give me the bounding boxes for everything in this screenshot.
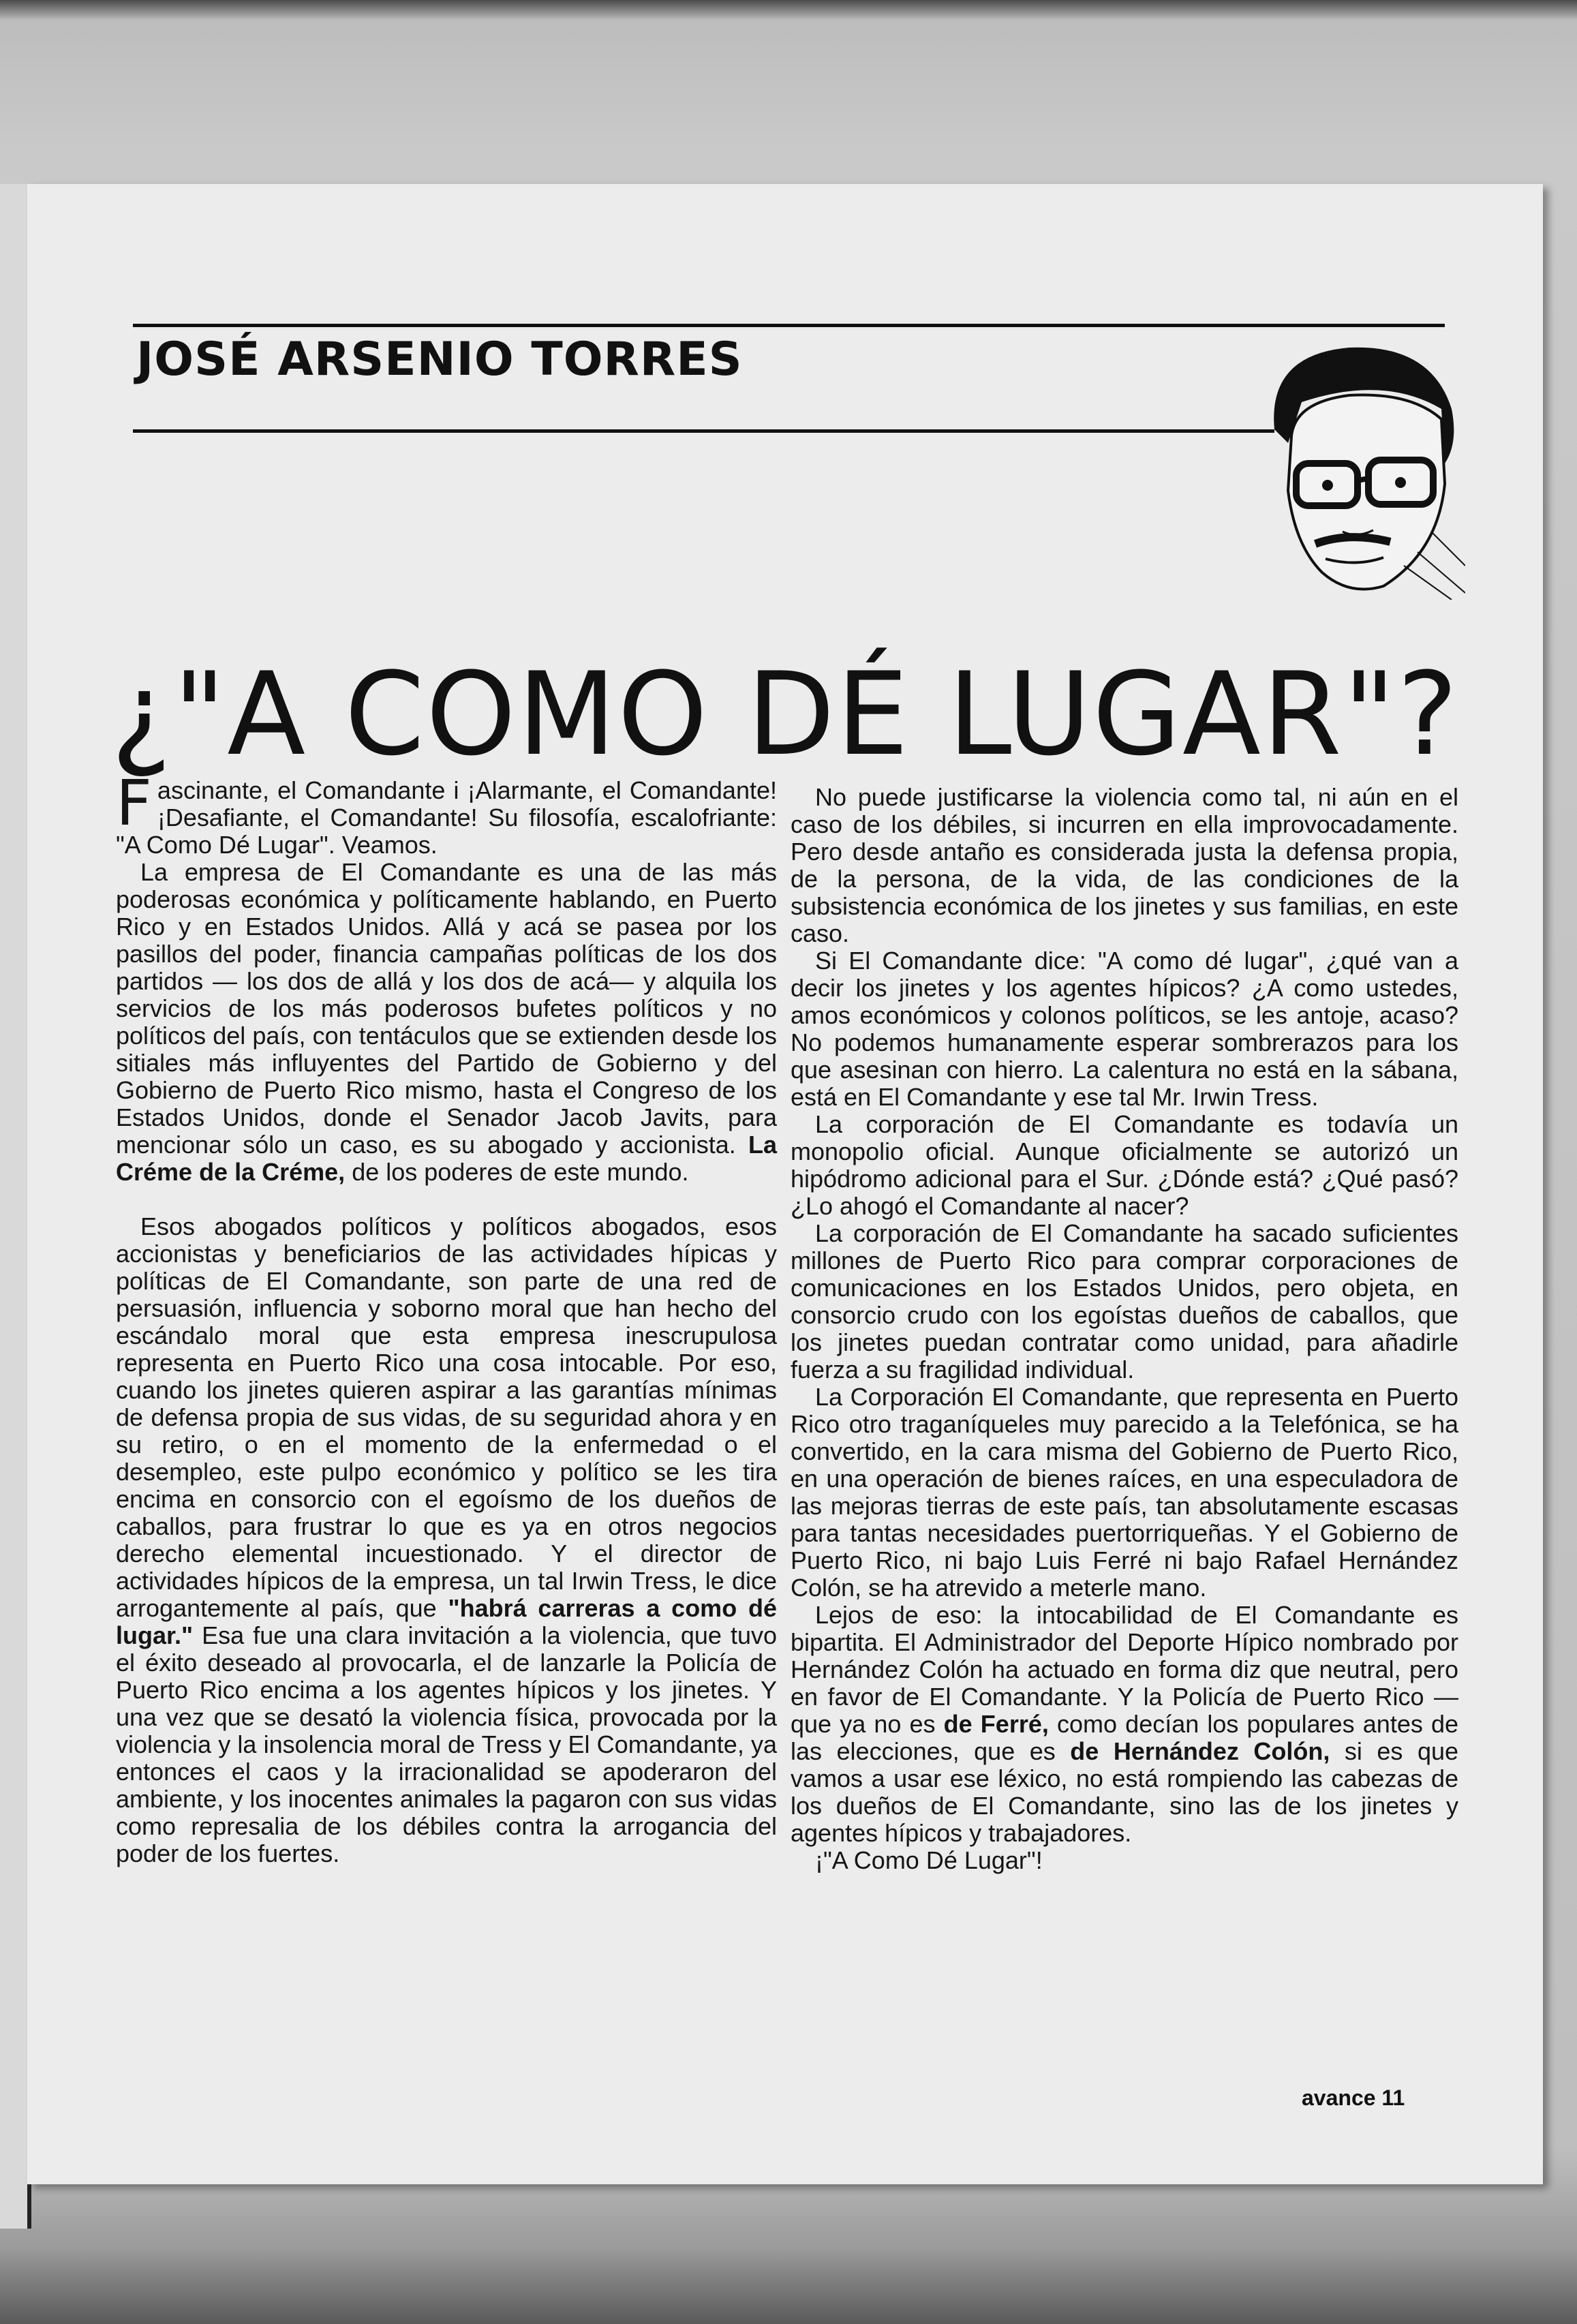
article-headline: ¿"A COMO DÉ LUGAR"? [110, 647, 1460, 781]
paragraph: No puede justificarse la violencia como tal, ni aún en el caso de los débiles, si incurren en ella improvocadamente. Pero desde antaño es considerada justa la defensa propia, de la persona, de la vida, de las condiciones de la subsistencia económica de los jinetes y sus familias, en este caso. [791, 783, 1458, 947]
header-rule-bottom [133, 429, 1274, 433]
magazine-page [27, 184, 1543, 2184]
paragraph: Si El Comandante dice: "A como dé lugar", ¿qué van a decir los jinetes y los agentes hípicos? ¿A como ustedes, amos económicos y colonos políticos, se les antoje, acaso? No podemos humanamente esperar sombrerazos para los que asesinan con hierro. La calentura no está en la sábana, está en El Comandante y ese tal Mr. Irwin Tress. [791, 947, 1458, 1111]
paragraph: La corporación de El Comandante ha sacado suficientes millones de Puerto Rico para comprar corporaciones de comunicaciones en los Estados Unidos, pero objeta, en consorcio crudo con los egoístas dueños de caballos, que los jinetes puedan contratar como unidad, para añadirle fuerza a su fragilidad individual. [791, 1219, 1458, 1383]
paragraph: Lejos de eso: la intocabilidad de El Comandante es bipartita. El Administrador del Deporte Hípico nombrado por Hernández Colón ha actuado en forma diz que neutral, pero en favor de El Comandante. Y la Policía de Puerto Rico —que ya no es de Ferré, como decían los populares antes de las elecciones, que es de Hernández Colón, si es que vamos a usar ese léxico, no está rompiendo las cabezas de los dueños de El Comandante, sino las de los jinetes y agentes hípicos y trabajadores. [791, 1601, 1459, 1847]
paragraph: Esos abogados políticos y políticos abogados, esos accionistas y beneficiarios de las actividades hípicas y políticas de El Comandante, son parte de una red de persuasión, influencia y soborno moral que han hecho del escándalo moral que esta empresa inescrupulosa representa en Puerto Rico una cosa intocable. Por eso, cuando los jinetes quieren aspirar a las garantías mínimas de defensa propia de sus vidas, de su seguridad ahora y en su retiro, o en el momento de la enfermedad o el desempleo, este pulpo económico y político se les tira encima en consorcio con el egoísmo de los dueños de caballos, para frustrar lo que es ya en otros negocios derecho elemental incuestionado. Y el director de actividades hípicos de la empresa, un tal Irwin Tress, le dice arrogantemente al país, que "habrá carreras a como dé lugar." Esa fue una clara invitación a la violencia, que tuvo el éxito deseado al provocarla, el de lanzarle la Policía de Puerto Rico encima a los agentes hípicos y los jinetes. Y una vez que se desató la violencia física, provocada por la violencia y la insolencia moral de Tress y El Comandante, ya entonces el caos y la irracionalidad se apoderaron del ambiente, y los inocentes animales la pagaron con sus vidas como represalia de los débiles contra la arrogancia del poder de los fuertes. [116, 1212, 777, 1867]
author-name: JOSÉ ARSENIO TORRES [136, 333, 743, 386]
paragraph: La empresa de El Comandante es una de las más poderosas económica y políticamente hablando, en Puerto Rico y en Estados Unidos. Allá y acá se pasea por los pasillos del poder, financia campañas políticas de los dos partidos — los dos de allá y los dos de acá— y alquila los servicios de los más poderosos bufetes políticos y no políticos del país, con tentáculos que se extienden desde los sitiales más influyentes del Partido de Gobierno y del Gobierno de Puerto Rico mismo, hasta el Congreso de los Estados Unidos, donde el Senador Jacob Javits, para mencionar sólo un caso, es su abogado y accionista. La Créme de la Créme, de los poderes de este mundo. [116, 858, 777, 1186]
drop-cap: F [116, 767, 152, 840]
paragraph: ¡"A Como Dé Lugar"! [815, 1846, 1043, 1874]
paragraph: La corporación de El Comandante es todavía un monopolio oficial. Aunque oficialmente se autorizó un hipódromo adicional para el Sur. ¿Dónde está? ¿Qué pasó? ¿Lo ahogó el Comandante al nacer? [791, 1110, 1458, 1220]
page-folio: avance 11 [1302, 2085, 1405, 2110]
paragraph: Fascinante, el Comandante i ¡Alarmante, el Comandante! ¡Desafiante, el Comandante! Su filosofía, escalofriante: "A Como Dé Lugar". Veamos. [116, 767, 777, 859]
article-column-right [791, 784, 1458, 1874]
article-column-left [116, 767, 777, 1867]
paragraph: La Corporación El Comandante, que representa en Puerto Rico otro traganíqueles muy parecido a la Telefónica, se ha convertido, en la cara misma del Gobierno de Puerto Rico, en una operación de bienes raíces, en una especuladora de las mejoras tierras de este país, tan absolutamente escasas para tantas necesidades puertorriqueñas. Y el Gobierno de Puerto Rico, ni bajo Luis Ferré ni bajo Rafael Hernández Colón, se ha atrevido a meterle mano. [791, 1383, 1458, 1602]
author-portrait-illustration [1247, 327, 1465, 600]
